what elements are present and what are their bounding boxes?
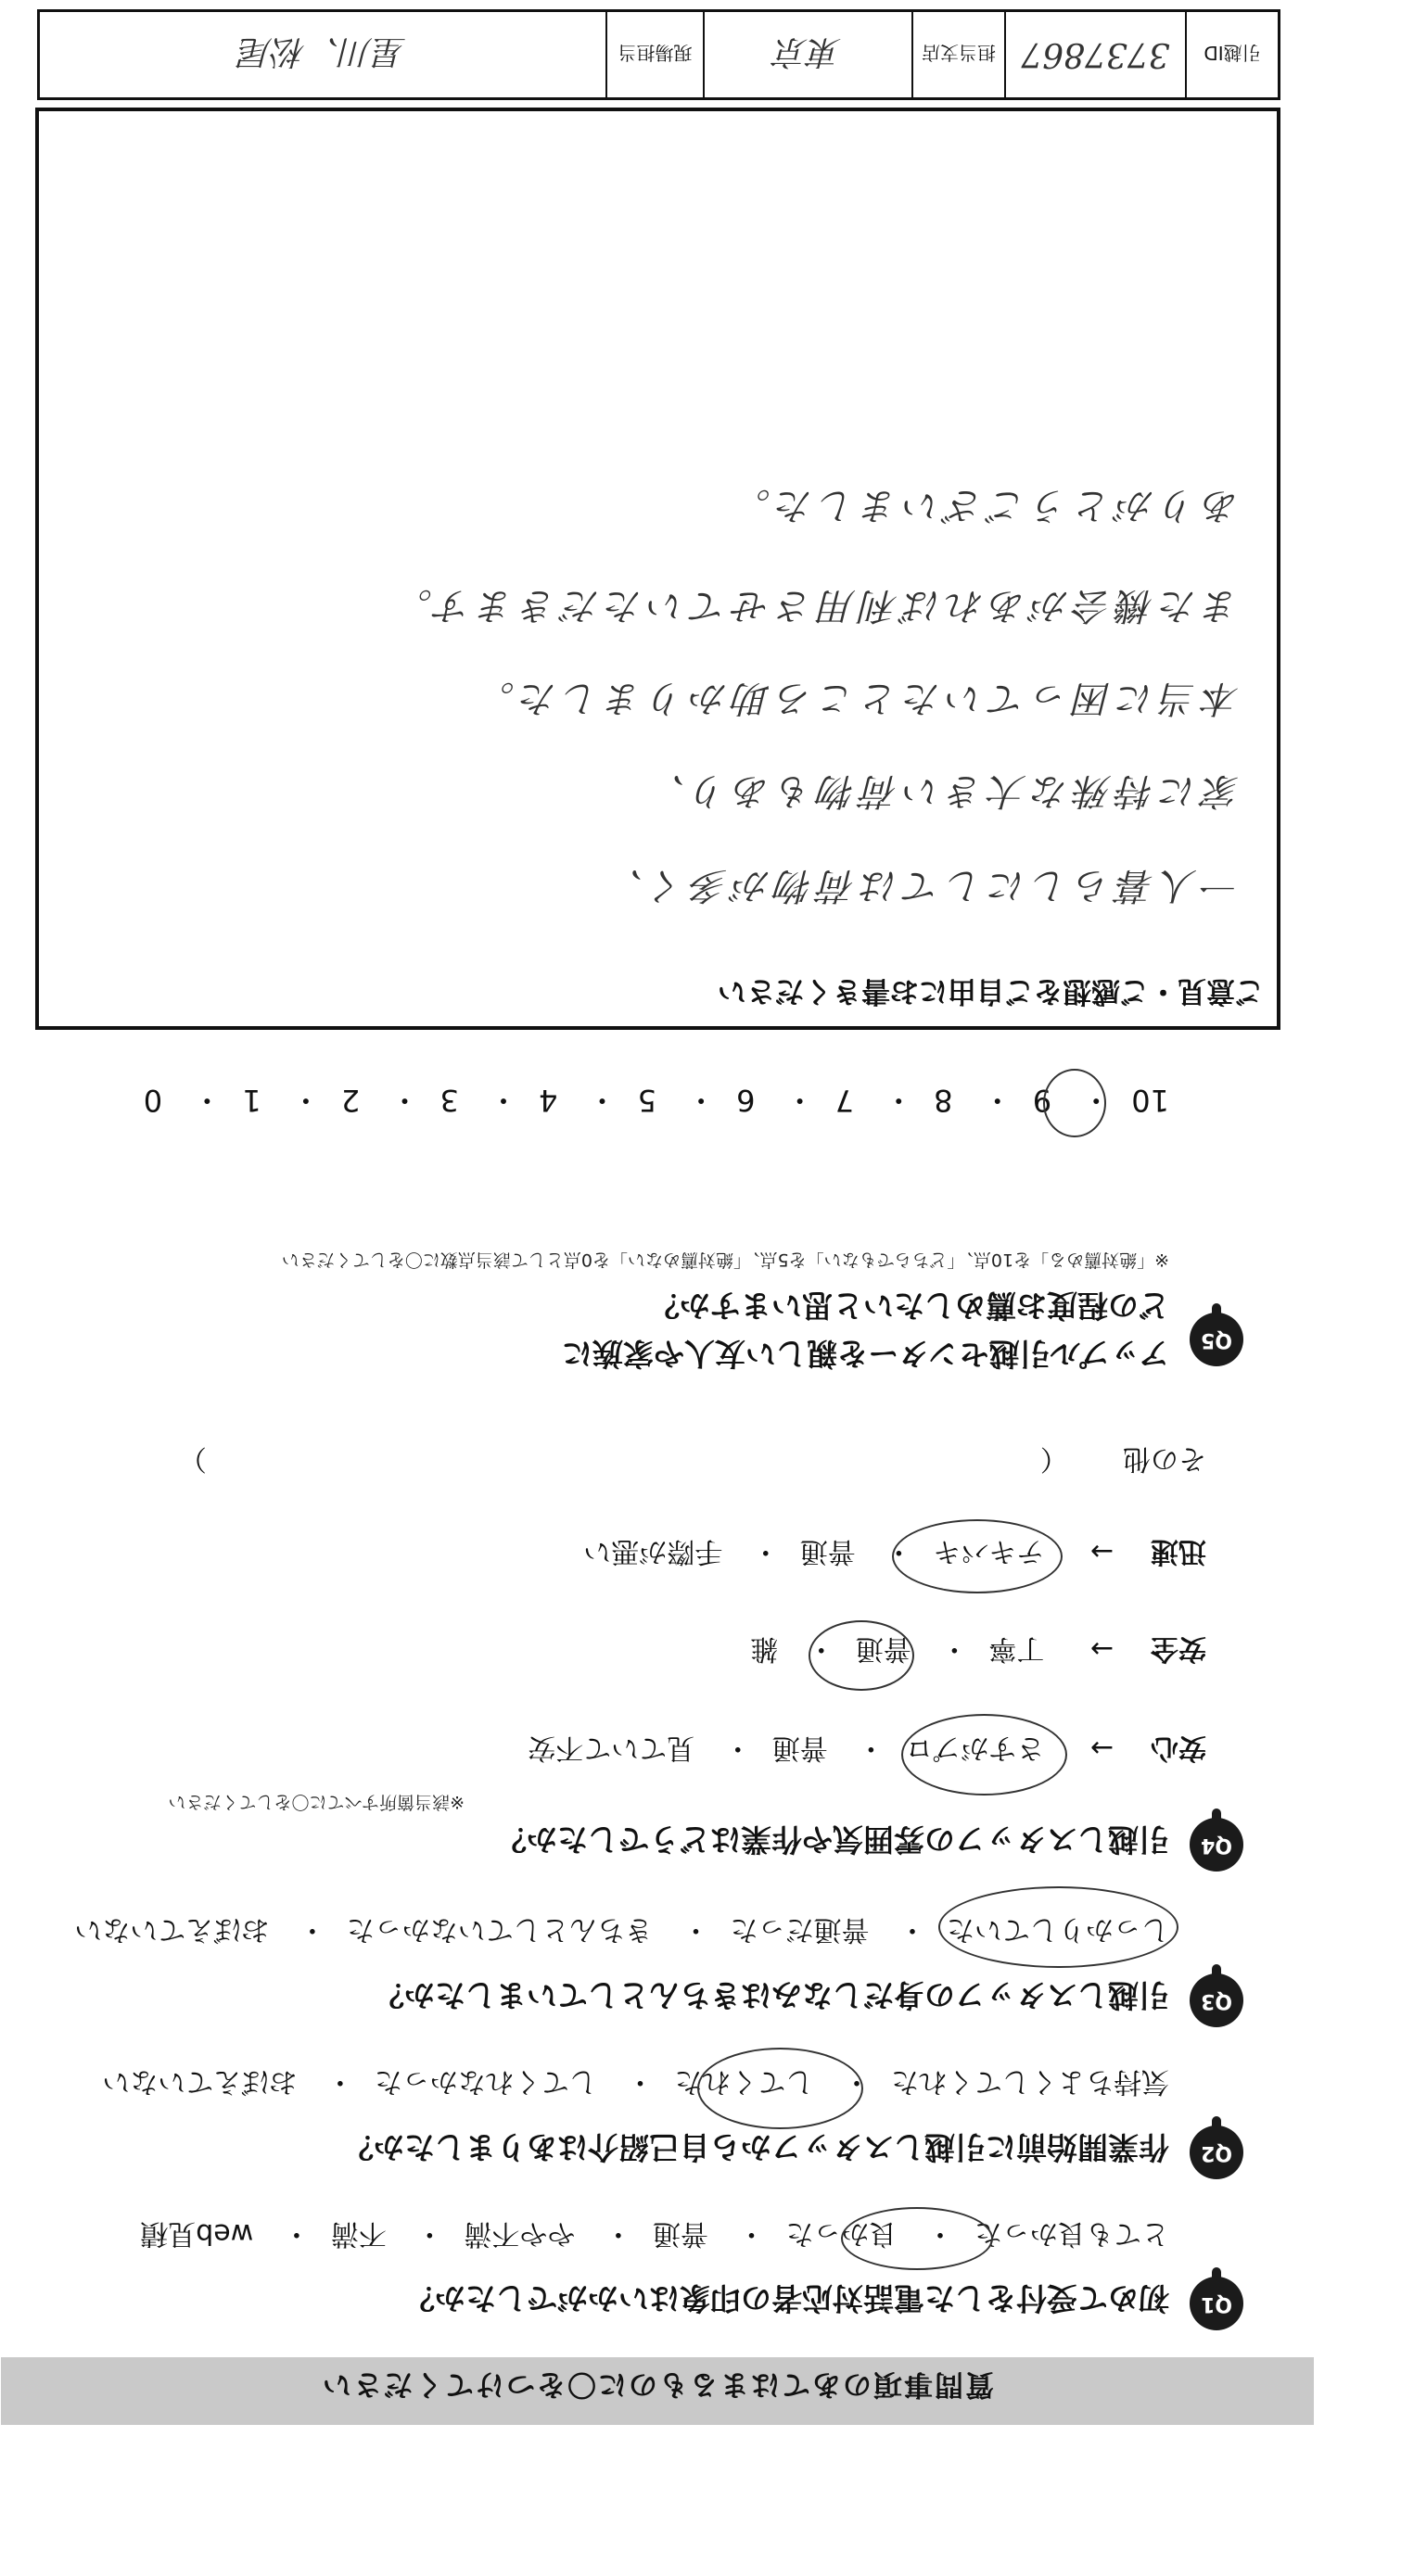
handwritten-line: 家に特殊な大きい荷物もあり、 — [643, 769, 1240, 812]
q4-question: 引越しスタッフの雰囲気や作業はどうでしたか？ — [496, 1821, 1169, 1858]
q4-jinsoku-selected[interactable]: テキパキ — [933, 1535, 1045, 1567]
q1-hand-circle — [841, 2207, 993, 2270]
q4-anzen-hand-circle — [809, 1620, 914, 1691]
leader-value: 星川、松尾 — [239, 32, 407, 71]
arrow: → — [1089, 1632, 1114, 1665]
q2-hand-circle — [697, 2048, 863, 2129]
q5-score[interactable]: 10 — [1131, 1083, 1169, 1118]
q4-anzen-option[interactable]: 丁寧 — [988, 1632, 1045, 1665]
q3-option[interactable]: おぼえていない — [74, 1913, 270, 1946]
q5-badge: Q5 — [1190, 1313, 1243, 1366]
q4-row-jinsoku: → テキパキ・ 普通・ 手際が悪い — [583, 1534, 1114, 1575]
q5-note: ※「絶対薦める」を10点、「どちらでもない」を5点、「絶対薦めない」を0点として該当点数に〇をしてください — [281, 1250, 1169, 1270]
id-table — [37, 9, 1280, 100]
q1-options: とても良かった・ 良かった・ 普通・ やや不満・ 不満・ web見積 — [140, 2216, 1169, 2257]
q5-score-selected[interactable]: 9 — [1032, 1083, 1052, 1118]
q1-option[interactable]: やや不満 — [464, 2217, 576, 2250]
handwritten-line: また機会があれば利用させていただきます。 — [389, 584, 1240, 627]
q5-score[interactable]: 7 — [834, 1083, 854, 1118]
q5-question-line1: アップル引越センターを親しい友人や家族に — [561, 1336, 1169, 1372]
branch-value: 東京 — [703, 12, 911, 97]
q5-question-line2: どの程度お薦めしたいと思いますか？ — [649, 1288, 1169, 1324]
q4-anzen-option[interactable]: 雑 — [750, 1632, 779, 1665]
q1-option[interactable]: 不満 — [330, 2217, 387, 2250]
comment-box[interactable] — [35, 108, 1280, 1030]
q4-row-anshin: → さすがプロ・ 普通・ 見ていて不安 — [528, 1731, 1114, 1771]
arrow: → — [1089, 1535, 1114, 1567]
q1-option[interactable]: web見積 — [140, 2217, 254, 2250]
arrow: → — [1089, 1732, 1114, 1764]
q4-anzen-selected[interactable]: 普通 — [855, 1632, 911, 1665]
leader-label: 現場担当 — [605, 12, 703, 97]
q4-other-label: その他 — [1123, 1442, 1206, 1475]
instruction-banner — [1, 2357, 1314, 2425]
q4-anshin-option[interactable]: 普通 — [771, 1732, 828, 1764]
banner-text: 質問事項のあてはまるものに〇をつけてください — [321, 2367, 994, 2401]
q1-badge: Q1 — [1190, 2277, 1243, 2330]
q2-badge: Q2 — [1190, 2126, 1243, 2179]
q4-anshin-selected[interactable]: さすがプロ — [905, 1732, 1045, 1764]
q5-score[interactable]: 3 — [439, 1083, 459, 1118]
q2-options: 気持ちよくしてくれた・ してくれた・ してくれなかった・ おぼえていない — [102, 2064, 1169, 2105]
q3-question: 引越しスタッフの身だしなみはきちんとしていましたか？ — [374, 1977, 1169, 2013]
q5-score[interactable]: 5 — [637, 1083, 656, 1118]
q3-option[interactable]: 普通だった — [730, 1913, 870, 1946]
q4-anshin-option[interactable]: 見ていて不安 — [528, 1732, 695, 1764]
q1-option[interactable]: とても良かった — [974, 2217, 1169, 2250]
q3-hand-circle — [938, 1886, 1178, 1968]
q4-other — [47, 1441, 1206, 1482]
q4-badge: Q4 — [1190, 1818, 1243, 1872]
q4-row-anzen-label: 安全 — [1151, 1632, 1206, 1665]
q4-row-anshin-label: 安心 — [1151, 1732, 1206, 1764]
q3-option[interactable]: きちんとしていなかった — [346, 1913, 653, 1946]
q4-jinsoku-option[interactable]: 手際が悪い — [583, 1535, 723, 1567]
q4-jinsoku-option[interactable]: 普通 — [799, 1535, 856, 1567]
q5-scale: 10・ 9・ 8・ 7・ 6・ 5・ 4・ 3・ 2・ 1・ 0 — [143, 1083, 1169, 1118]
q3-options: しっかりしていた・ 普通だった・ きちんとしていなかった・ おぼえていない — [74, 1912, 1169, 1953]
id-value: 3737867 — [1004, 12, 1185, 97]
q3-option-selected[interactable]: しっかりしていた — [947, 1913, 1169, 1946]
handwritten-line: ありがとうございました。 — [728, 484, 1240, 527]
q3-badge: Q3 — [1190, 1973, 1243, 2027]
branch-label: 担当支店 — [911, 12, 1004, 97]
q1-question: 初めて受付をした電話対応者の印象はいかがでしたか？ — [404, 2280, 1169, 2316]
q4-other-close: ） — [178, 1442, 207, 1475]
q4-jinsoku-hand-circle — [892, 1519, 1063, 1593]
q4-note: ※該当箇所すべてに〇をしてください — [168, 1792, 465, 1812]
q5-score[interactable]: 1 — [242, 1083, 261, 1118]
q5-hand-circle — [1043, 1069, 1106, 1137]
q1-option[interactable]: 普通 — [652, 2217, 708, 2250]
handwritten-line: 一人暮らしにしては荷物が多く、 — [600, 864, 1240, 907]
q2-option[interactable]: おぼえていない — [102, 2065, 298, 2098]
q5-score[interactable]: 6 — [736, 1083, 756, 1118]
q4-anshin-hand-circle — [901, 1714, 1067, 1796]
id-label: 引越ID — [1185, 12, 1278, 97]
q5-score[interactable]: 4 — [539, 1083, 558, 1118]
q4-row-jinsoku-label: 迅速 — [1151, 1535, 1206, 1567]
q2-question: 作業開始前に引越しスタッフから自己紹介はありましたか？ — [343, 2129, 1169, 2165]
q5-score[interactable]: 8 — [934, 1083, 953, 1118]
q2-option-selected[interactable]: してくれた — [674, 2065, 814, 2098]
q1-option-selected[interactable]: 良かった — [785, 2217, 898, 2250]
q5-score[interactable]: 2 — [340, 1083, 361, 1118]
q5-score[interactable]: 0 — [143, 1083, 163, 1118]
q2-option[interactable]: 気持ちよくしてくれた — [891, 2065, 1169, 2098]
q4-row-anzen: → 丁寧・ 普通・ 雑 — [750, 1631, 1114, 1672]
q4-other-open: （ — [1039, 1442, 1068, 1475]
handwritten-line: 本当に困っていたところ助かりました。 — [472, 677, 1240, 719]
q2-option[interactable]: してくれなかった — [374, 2065, 597, 2098]
comment-title: ご意見・ご感想をご自由にお書きください — [718, 974, 1264, 1008]
